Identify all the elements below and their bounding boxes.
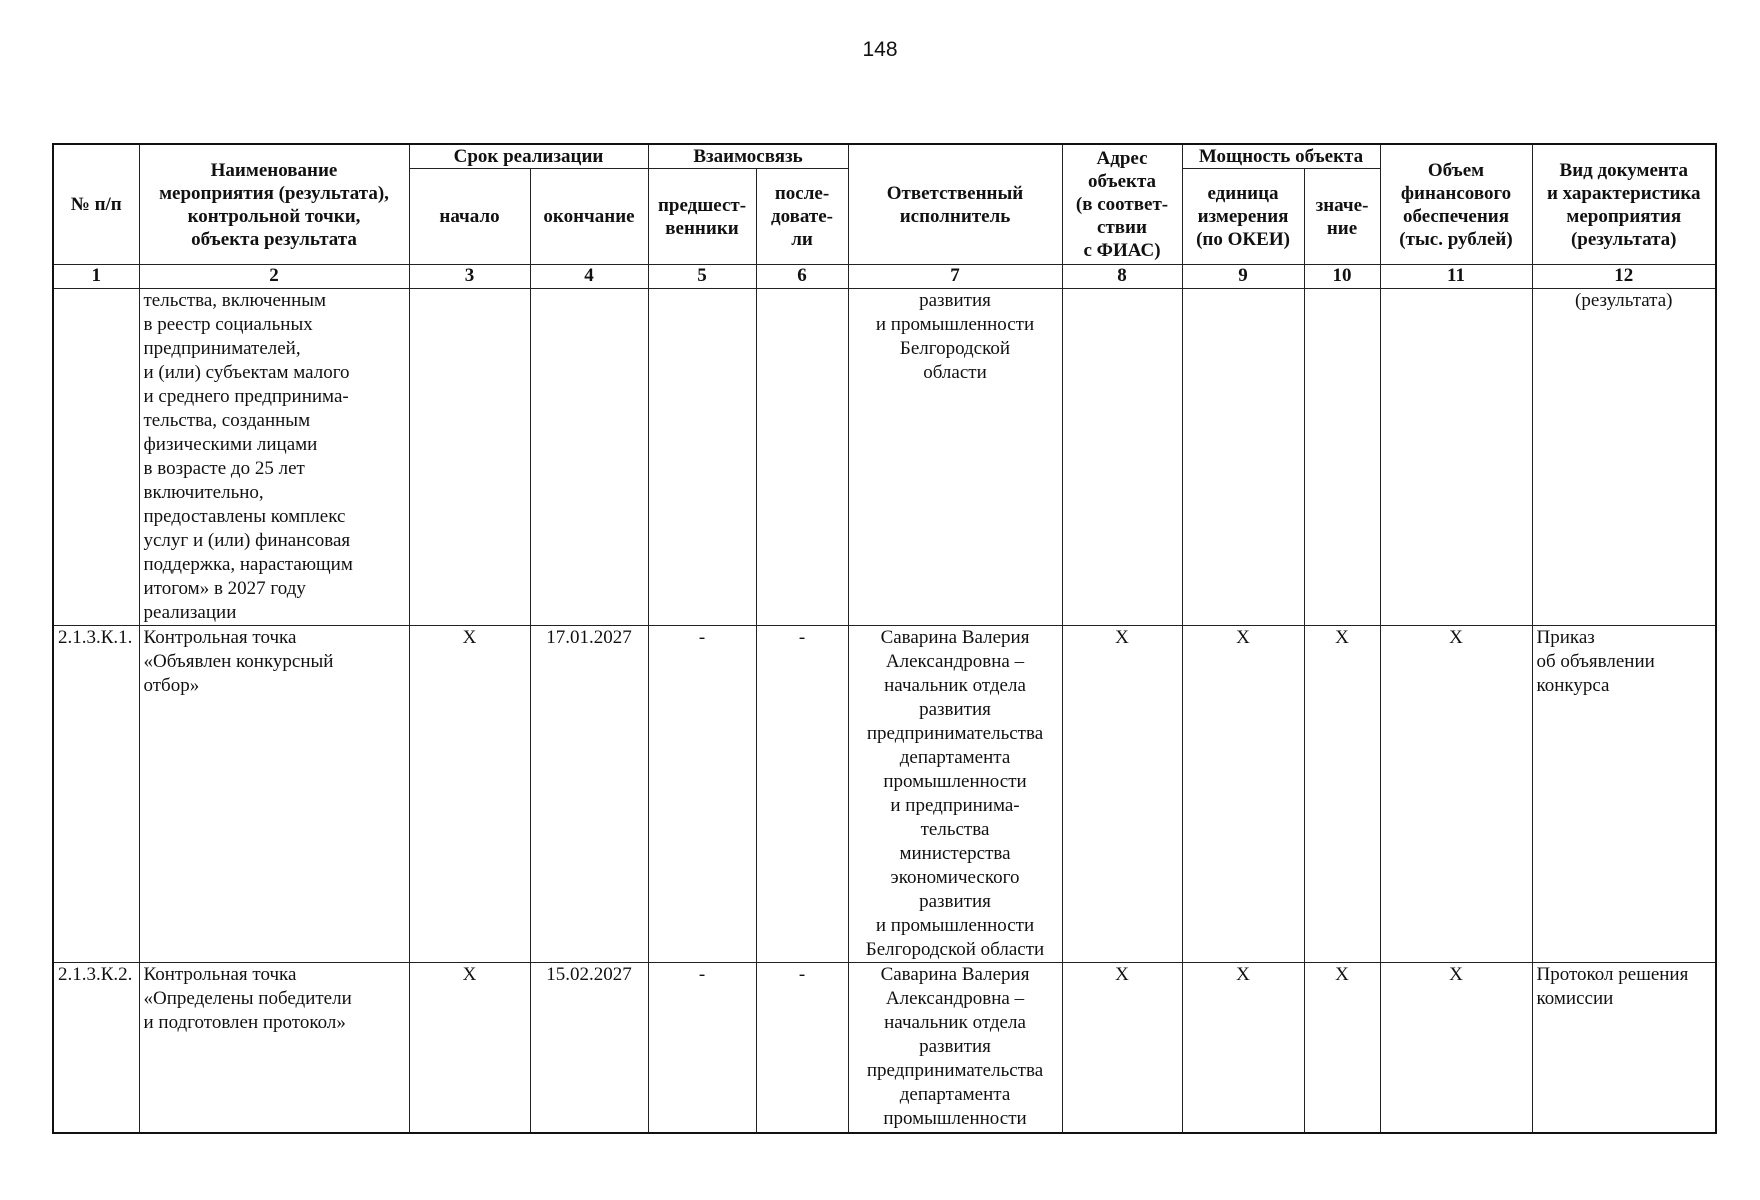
page-number: 148 <box>862 38 898 61</box>
row-successors: - <box>756 963 848 1133</box>
header-num: № п/п <box>53 144 139 265</box>
header-document: Вид документа и характеристика мероприятия (результата) <box>1532 144 1716 265</box>
column-number: 8 <box>1062 265 1182 289</box>
activities-table <box>52 143 1717 1134</box>
row-unit: Х <box>1182 626 1304 963</box>
header-link-group: Взаимосвязь <box>648 144 848 169</box>
row-address: Х <box>1062 626 1182 963</box>
header-responsible: Ответственный исполнитель <box>848 144 1062 265</box>
row-end: 15.02.2027 <box>530 963 648 1133</box>
column-number: 6 <box>756 265 848 289</box>
row-predecessors: - <box>648 626 756 963</box>
row-name: тельства, включенным в реестр социальных предпринимателей, и (или) субъектам малого и среднего предпринима- тельства, созданным физическими лицами в возрасте до 25 лет включительно, предоставлены комплекс услуг и (или) финансовая поддержка, нарастающим итогом» в 2027 году реализации <box>139 289 409 626</box>
column-number: 4 <box>530 265 648 289</box>
column-number: 2 <box>139 265 409 289</box>
row-finance <box>1380 289 1532 626</box>
column-number: 5 <box>648 265 756 289</box>
row-unit <box>1182 289 1304 626</box>
header-finance: Объем финансового обеспечения (тыс. рублей) <box>1380 144 1532 265</box>
column-number: 3 <box>409 265 530 289</box>
header-unit: единица измерения (по ОКЕИ) <box>1182 169 1304 265</box>
column-number-row <box>53 265 1716 289</box>
table-row <box>53 963 1716 1133</box>
header-predecessors: предшест- венники <box>648 169 756 265</box>
column-number: 1 <box>53 265 139 289</box>
row-successors: - <box>756 626 848 963</box>
header-row-top <box>53 144 1716 169</box>
column-number: 12 <box>1532 265 1716 289</box>
header-capacity-group: Мощность объекта <box>1182 144 1380 169</box>
row-number: 2.1.3.К.2. <box>53 963 139 1133</box>
row-value: Х <box>1304 963 1380 1133</box>
row-predecessors <box>648 289 756 626</box>
row-unit: Х <box>1182 963 1304 1133</box>
row-finance: Х <box>1380 963 1532 1133</box>
table-row <box>53 289 1716 626</box>
row-responsible: Саварина Валерия Александровна – начальник отдела развития предпринимательства департамента промышленности и предпринима- тельства министерства экономического развития и промышленности Белгородской области <box>848 626 1062 963</box>
row-predecessors: - <box>648 963 756 1133</box>
column-number: 9 <box>1182 265 1304 289</box>
column-number: 10 <box>1304 265 1380 289</box>
header-successors: после- довате- ли <box>756 169 848 265</box>
row-number: 2.1.3.К.1. <box>53 626 139 963</box>
row-end: 17.01.2027 <box>530 626 648 963</box>
header-value: значе- ние <box>1304 169 1380 265</box>
row-start <box>409 289 530 626</box>
row-name: Контрольная точка «Объявлен конкурсный отбор» <box>139 626 409 963</box>
row-end <box>530 289 648 626</box>
row-successors <box>756 289 848 626</box>
header-name: Наименование мероприятия (результата), контрольной точки, объекта результата <box>139 144 409 265</box>
row-address <box>1062 289 1182 626</box>
row-document: (результата) <box>1532 289 1716 626</box>
column-number: 7 <box>848 265 1062 289</box>
row-start: Х <box>409 963 530 1133</box>
row-responsible: развития и промышленности Белгородской области <box>848 289 1062 626</box>
row-number <box>53 289 139 626</box>
row-responsible: Саварина Валерия Александровна – начальник отдела развития предпринимательства департамента промышленности <box>848 963 1062 1133</box>
row-value <box>1304 289 1380 626</box>
row-finance: Х <box>1380 626 1532 963</box>
row-start: Х <box>409 626 530 963</box>
row-value: Х <box>1304 626 1380 963</box>
column-number: 11 <box>1380 265 1532 289</box>
row-document: Протокол решения комиссии <box>1532 963 1716 1133</box>
table-row <box>53 626 1716 963</box>
row-address: Х <box>1062 963 1182 1133</box>
header-term-group: Срок реализации <box>409 144 648 169</box>
header-address: Адрес объекта (в соответ- ствии с ФИАС) <box>1062 144 1182 265</box>
row-name: Контрольная точка «Определены победители и подготовлен протокол» <box>139 963 409 1133</box>
header-end: окончание <box>530 169 648 265</box>
header-start: начало <box>409 169 530 265</box>
row-document: Приказ об объявлении конкурса <box>1532 626 1716 963</box>
